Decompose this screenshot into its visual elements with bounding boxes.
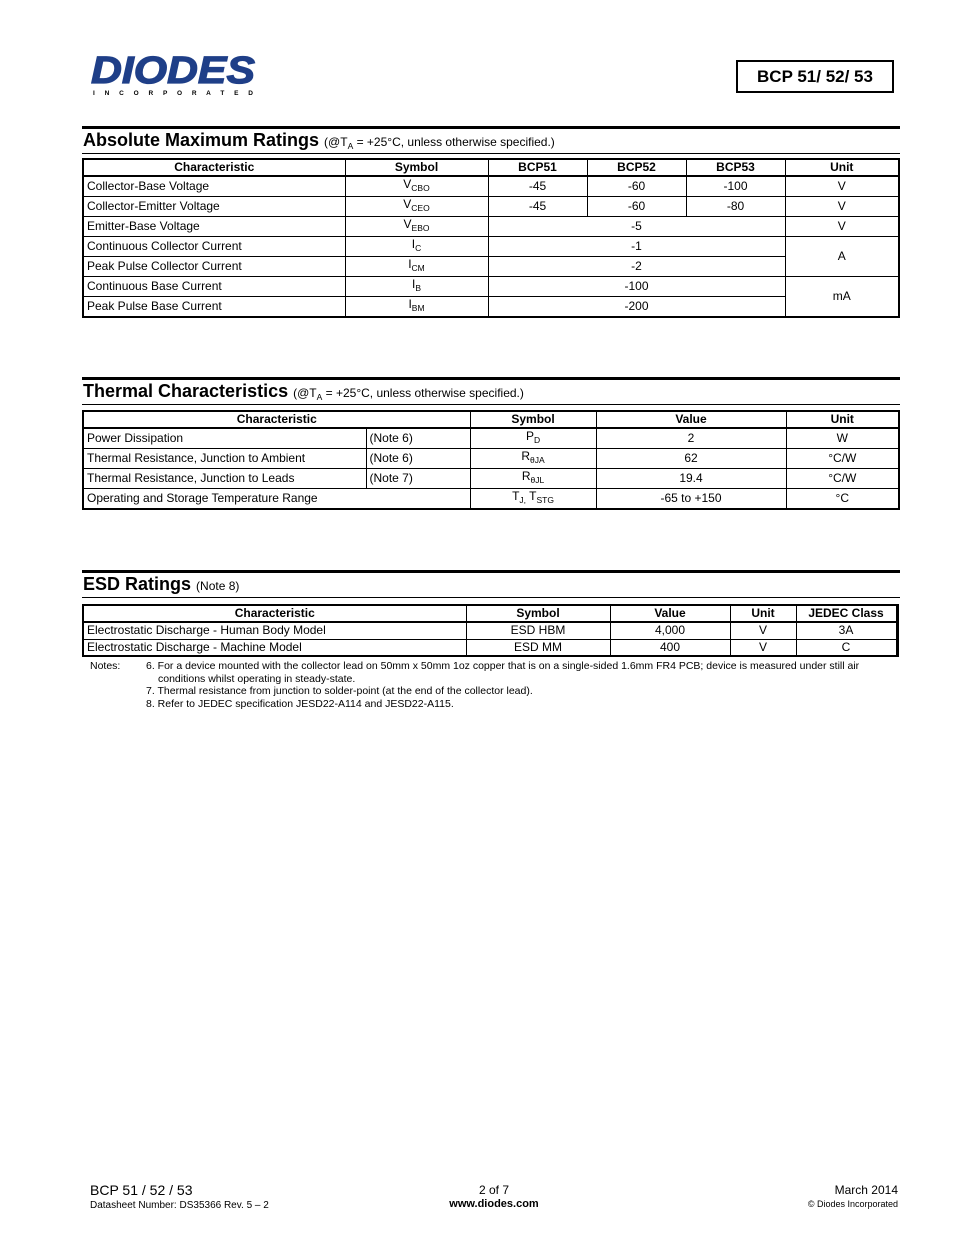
table-row bbox=[83, 297, 899, 318]
thermal-section-title bbox=[83, 381, 524, 402]
cell-symbol: $V_{CEO}$ bbox=[345, 197, 488, 217]
cell-symbol: $T_{J,}$ $T_{STG}$ bbox=[470, 489, 596, 510]
section-rule-top bbox=[82, 377, 900, 380]
cell-note: (Note 6) bbox=[366, 428, 470, 449]
table-row bbox=[83, 428, 899, 449]
cell-symbol: $P_D$ bbox=[470, 428, 596, 449]
col-characteristic: Characteristic bbox=[83, 159, 345, 176]
cell-value: -200 bbox=[488, 297, 785, 318]
col-unit: Unit bbox=[730, 605, 796, 622]
logo-wordmark: DIODES bbox=[91, 52, 255, 92]
cell-characteristic: Power Dissipation bbox=[83, 428, 366, 449]
cell-value: -5 bbox=[488, 217, 785, 237]
cell-value: -100 bbox=[488, 277, 785, 297]
cell-characteristic: Collector-Base Voltage bbox=[83, 176, 345, 197]
table-row bbox=[83, 217, 899, 237]
col-value: Value bbox=[610, 605, 730, 622]
amr-title: Absolute Maximum Ratings bbox=[83, 130, 320, 150]
diodes-logo bbox=[90, 52, 262, 98]
table-row bbox=[83, 237, 899, 257]
cell-symbol: $V_{CBO}$ bbox=[345, 176, 488, 197]
col-unit: Unit bbox=[785, 159, 899, 176]
cell-characteristic: Continuous Base Current bbox=[83, 277, 345, 297]
cell-jedec-class: C bbox=[796, 639, 897, 656]
cell-characteristic: Continuous Collector Current bbox=[83, 237, 345, 257]
cell-unit: V bbox=[785, 197, 899, 217]
cell-unit: V bbox=[730, 622, 796, 639]
col-characteristic: Characteristic bbox=[83, 411, 470, 428]
table-row bbox=[83, 449, 899, 469]
cell-value: -45 bbox=[488, 197, 587, 217]
notes-label: Notes: bbox=[90, 660, 121, 672]
cell-characteristic: Emitter-Base Voltage bbox=[83, 217, 345, 237]
table-row bbox=[83, 257, 899, 277]
cell-value: -1 bbox=[488, 237, 785, 257]
amr-table bbox=[82, 158, 900, 318]
col-unit: Unit bbox=[786, 411, 899, 428]
note-7: 7. Thermal resistance from junction to solder-point (at the end of the collector lead). bbox=[146, 685, 533, 697]
note-8: 8. Refer to JEDEC specification JESD22-A114 and JESD22-A115. bbox=[146, 697, 454, 710]
cell-unit: A bbox=[785, 237, 899, 277]
col-symbol: Symbol bbox=[466, 605, 610, 622]
section-rule-bottom bbox=[82, 404, 900, 405]
col-symbol: Symbol bbox=[345, 159, 488, 176]
cell-unit: mA bbox=[785, 277, 899, 318]
esd-condition: (Note 8) bbox=[196, 579, 240, 593]
section-rule-bottom bbox=[82, 597, 900, 598]
cell-characteristic: Collector-Emitter Voltage bbox=[83, 197, 345, 217]
cell-unit: V bbox=[785, 217, 899, 237]
footer-copyright: © Diodes Incorporated bbox=[807, 1199, 898, 1209]
cell-symbol: ESD MM bbox=[466, 639, 610, 656]
cell-value: 2 bbox=[596, 428, 786, 449]
cell-value: 19.4 bbox=[596, 469, 786, 489]
cell-unit: W bbox=[786, 428, 899, 449]
cell-characteristic: Peak Pulse Base Current bbox=[83, 297, 345, 318]
col-bcp52: BCP52 bbox=[587, 159, 686, 176]
part-number: BCP 51/ 52/ 53 bbox=[757, 66, 873, 86]
cell-value: 4,000 bbox=[610, 622, 730, 639]
logo-subtitle: I N C O R P O R A T E D bbox=[93, 90, 253, 97]
table-row bbox=[83, 277, 899, 297]
esd-title: ESD Ratings bbox=[83, 574, 192, 594]
cell-symbol: $I_{CM}$ bbox=[345, 257, 488, 277]
amr-section-title bbox=[83, 130, 555, 151]
footer-website-link[interactable]: www.diodes.com bbox=[449, 1198, 539, 1210]
amr-condition: ($@T_A = +25^\circ C$, unless otherwise specified.) bbox=[324, 135, 555, 151]
section-rule-top bbox=[82, 570, 900, 573]
col-symbol: Symbol bbox=[470, 411, 596, 428]
cell-unit: °C/W bbox=[786, 469, 899, 489]
cell-unit: °C/W bbox=[786, 449, 899, 469]
section-rule-top bbox=[82, 126, 900, 129]
cell-value: 400 bbox=[610, 639, 730, 656]
cell-note: (Note 6) bbox=[366, 449, 470, 469]
cell-value: -60 bbox=[587, 197, 686, 217]
table-row bbox=[83, 639, 897, 656]
cell-characteristic: Electrostatic Discharge - Human Body Model bbox=[83, 622, 466, 639]
table-row bbox=[83, 176, 899, 197]
thermal-title: Thermal Characteristics bbox=[83, 381, 289, 401]
esd-section-title bbox=[83, 574, 239, 595]
cell-unit: °C bbox=[786, 489, 899, 510]
table-row bbox=[83, 197, 899, 217]
table-row bbox=[83, 622, 897, 639]
cell-value: -60 bbox=[587, 176, 686, 197]
cell-symbol: $R_{\theta JL}$ bbox=[470, 469, 596, 489]
cell-note: (Note 7) bbox=[366, 469, 470, 489]
table-row bbox=[83, 469, 899, 489]
col-jedec-class: JEDEC Class bbox=[796, 605, 897, 622]
thermal-condition: ($@T_A = +25^\circ C$, unless otherwise specified.) bbox=[293, 386, 524, 402]
cell-value: -45 bbox=[488, 176, 587, 197]
footer-date: March 2014 bbox=[834, 1183, 898, 1197]
table-row bbox=[83, 489, 899, 510]
cell-symbol: $I_C$ bbox=[345, 237, 488, 257]
table-header-row bbox=[83, 605, 897, 622]
cell-characteristic: Thermal Resistance, Junction to Leads bbox=[83, 469, 366, 489]
col-bcp51: BCP51 bbox=[488, 159, 587, 176]
footer-datasheet-number: Datasheet Number: DS35366 Rev. 5 – 2 bbox=[90, 1200, 269, 1211]
cell-unit: V bbox=[785, 176, 899, 197]
cell-characteristic: Thermal Resistance, Junction to Ambient bbox=[83, 449, 366, 469]
cell-characteristic: Electrostatic Discharge - Machine Model bbox=[83, 639, 466, 656]
cell-symbol: ESD HBM bbox=[466, 622, 610, 639]
col-bcp53: BCP53 bbox=[686, 159, 785, 176]
thermal-table bbox=[82, 410, 900, 510]
cell-value: 62 bbox=[596, 449, 786, 469]
cell-value: -65 to +150 bbox=[596, 489, 786, 510]
note-6: 6. For a device mounted with the collector lead on 50mm x 50mm 1oz copper that is on a single-sided 1.6mm FR4 PCB; device is measured under still air bbox=[146, 660, 860, 672]
cell-value: -100 bbox=[686, 176, 785, 197]
cell-jedec-class: 3A bbox=[796, 622, 897, 639]
footer-page-number: 2 of 7 bbox=[478, 1183, 510, 1197]
col-value: Value bbox=[596, 411, 786, 428]
table-header-row bbox=[83, 159, 899, 176]
cell-characteristic: Operating and Storage Temperature Range bbox=[83, 489, 470, 510]
cell-characteristic: Peak Pulse Collector Current bbox=[83, 257, 345, 277]
cell-symbol: $I_{BM}$ bbox=[345, 297, 488, 318]
cell-unit: V bbox=[730, 639, 796, 656]
notes-block bbox=[90, 660, 900, 710]
cell-symbol: $V_{EBO}$ bbox=[345, 217, 488, 237]
part-number-box bbox=[736, 60, 894, 93]
cell-symbol: $I_B$ bbox=[345, 277, 488, 297]
section-rule-bottom bbox=[82, 153, 900, 154]
footer-part-number: BCP 51 / 52 / 53 bbox=[90, 1182, 193, 1198]
table-header-row bbox=[83, 411, 899, 428]
note-6-continued: conditions whilst operating in steady-state. bbox=[158, 672, 356, 685]
cell-value: -80 bbox=[686, 197, 785, 217]
cell-value: -2 bbox=[488, 257, 785, 277]
esd-table bbox=[82, 604, 899, 657]
col-characteristic: Characteristic bbox=[83, 605, 466, 622]
cell-symbol: $R_{\theta JA}$ bbox=[470, 449, 596, 469]
